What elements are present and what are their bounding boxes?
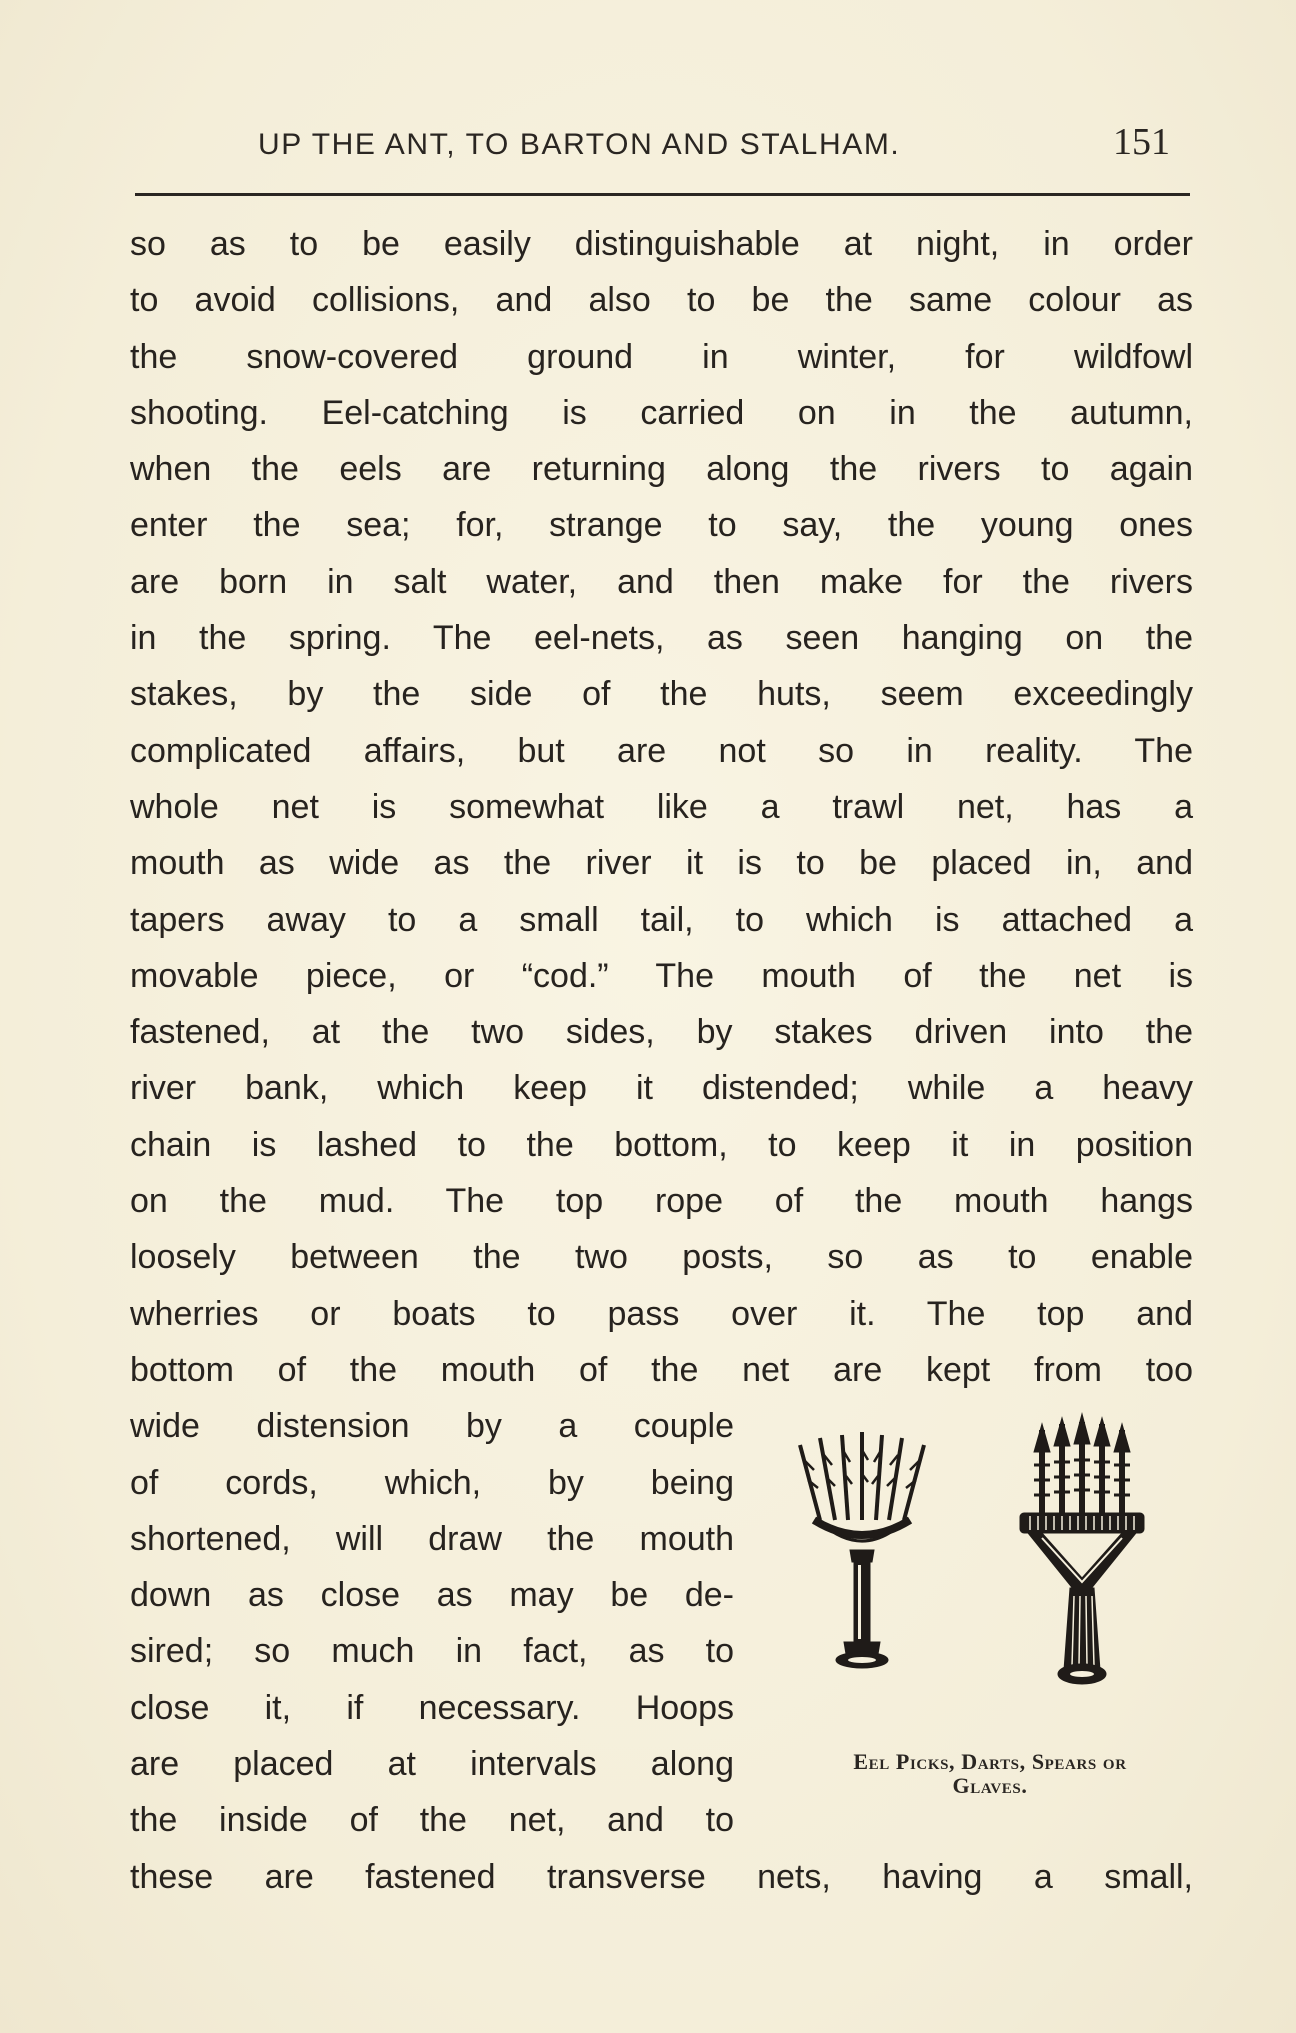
text-line: close it, if necessary. Hoops bbox=[130, 1688, 734, 1727]
text-line: so as to be easily distinguishable at night, in order bbox=[130, 225, 1193, 263]
page-header bbox=[258, 120, 1170, 176]
text-line: wherries or boats to pass over it. The top and bbox=[130, 1294, 1193, 1333]
running-title: UP THE ANT, TO BARTON AND STALHAM. bbox=[258, 128, 901, 161]
text-line: river bank, which keep it distended; while a heavy bbox=[130, 1069, 1193, 1108]
text-line: shooting. Eel-catching is carried on in the autumn, bbox=[130, 393, 1193, 432]
text-line: movable piece, or “cod.” The mouth of the net is bbox=[130, 956, 1193, 995]
text-line: loosely between the two posts, so as to enable bbox=[130, 1238, 1193, 1277]
text-line: complicated affairs, but are not so in reality. The bbox=[130, 731, 1193, 770]
text-line: bottom of the mouth of the net are kept from too bbox=[130, 1350, 1193, 1389]
text-line: stakes, by the side of the huts, seem exceedingly bbox=[130, 675, 1193, 714]
text-line: sired; so much in fact, as to bbox=[130, 1632, 734, 1671]
text-line: of cords, which, by being bbox=[130, 1463, 734, 1502]
text-line: mouth as wide as the river it is to be placed in, and bbox=[130, 844, 1193, 883]
eel-pick-left bbox=[800, 1432, 924, 1668]
text-line: on the mud. The top rope of the mouth hangs bbox=[130, 1182, 1193, 1221]
text-line: to avoid collisions, and also to be the same colour as bbox=[130, 281, 1193, 320]
text-line: enter the sea; for, strange to say, the young ones bbox=[130, 506, 1193, 545]
text-line: in the spring. The eel-nets, as seen hanging on the bbox=[130, 619, 1193, 658]
glave-right bbox=[1020, 1414, 1144, 1684]
text-line: the inside of the net, and to bbox=[130, 1801, 734, 1840]
text-line: wide distension by a couple bbox=[130, 1407, 734, 1446]
header-rule bbox=[135, 193, 1190, 196]
text-line: chain is lashed to the bottom, to keep it in position bbox=[130, 1125, 1193, 1164]
text-line: are placed at intervals along bbox=[130, 1745, 734, 1784]
page-number: 151 bbox=[1113, 121, 1170, 163]
text-line: these are fastened transverse nets, having a small, bbox=[130, 1857, 1193, 1896]
text-line: the snow-covered ground in winter, for wildfowl bbox=[130, 337, 1193, 376]
text-line: whole net is somewhat like a trawl net, has a bbox=[130, 787, 1193, 826]
text-line: tapers away to a small tail, to which is attached a bbox=[130, 900, 1193, 939]
caption-line: Glaves. bbox=[952, 1773, 1028, 1798]
caption-line: Eel Picks, Darts, Spears or bbox=[853, 1749, 1127, 1774]
text-line: fastened, at the two sides, by stakes driven into the bbox=[130, 1013, 1193, 1052]
text-line: down as close as may be de- bbox=[130, 1576, 734, 1615]
text-line: when the eels are returning along the rivers to again bbox=[130, 450, 1193, 489]
figure-caption bbox=[770, 1750, 1210, 1798]
text-line: are born in salt water, and then make for the rivers bbox=[130, 562, 1193, 601]
eel-spears-drawing bbox=[780, 1410, 1200, 1750]
text-line: shortened, will draw the mouth bbox=[130, 1519, 734, 1558]
